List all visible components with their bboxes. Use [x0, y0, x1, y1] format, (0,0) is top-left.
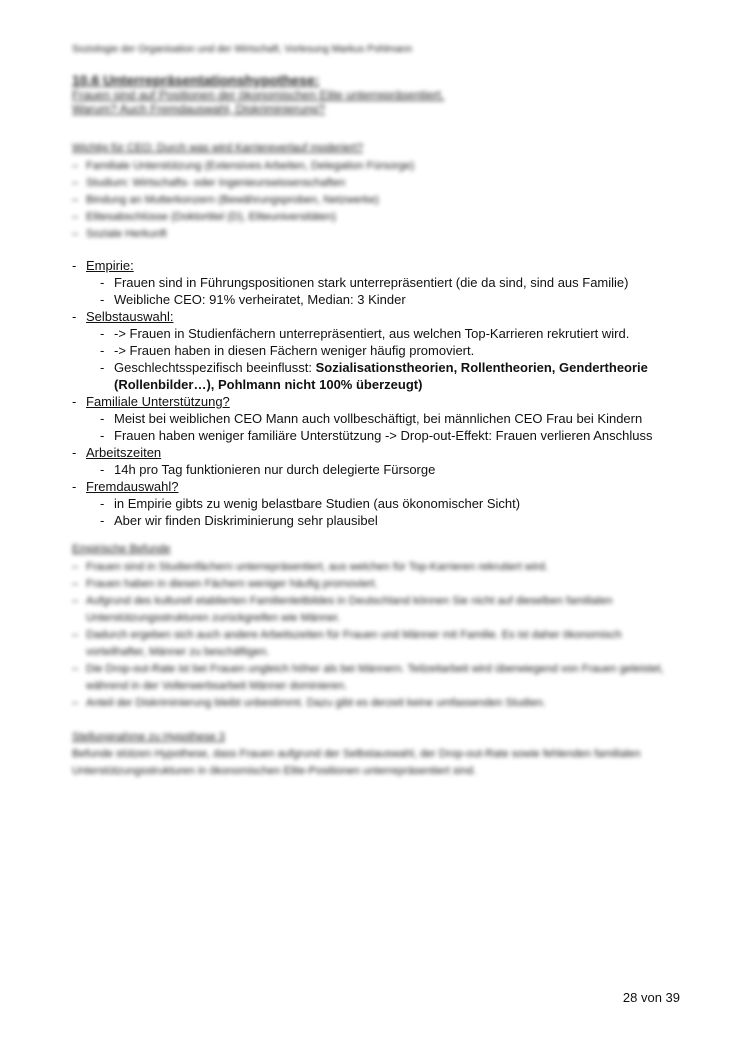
- empirical-findings-list: [72, 559, 682, 712]
- list-item: – Frauen sind in Studienfächern unterrepräsentiert, aus welchen für Top-Karrieren rekrutiert wird.: [72, 559, 682, 576]
- list-item: – Dadurch ergeben sich auch andere Arbeitszeiten für Frauen und Männer mit Familie. Es ist daher ökonomisch vorteilhafter, Männer zu beschäftigen.: [72, 627, 682, 661]
- empirical-findings-title: Empirische Befunde: [72, 543, 171, 555]
- list-item: - Weibliche CEO: 91% verheiratet, Median: 3 Kinder: [86, 291, 692, 308]
- list-item: - -> Frauen in Studienfächern unterrepräsentiert, aus welchen Top-Karrieren rekrutiert wird.: [86, 325, 692, 342]
- list-item: – Anteil der Diskriminierung bleibt unbestimmt. Dazu gibt es derzeit keine umfassenden Studien.: [72, 695, 682, 712]
- page-number: 28 von 39: [622, 990, 680, 1005]
- list-item: - Meist bei weiblichen CEO Mann auch vollbeschäftigt, bei männlichen CEO Frau bei Kindern: [86, 410, 692, 427]
- list-item: – Aufgrund des kulturell etablierten Familienleitbildes in Deutschland können Sie nicht auf dieselben familialen Unterstützungsstrukturen zurückgreifen wie Männer.: [72, 593, 682, 627]
- topic-heading: Arbeitszeiten: [86, 445, 162, 460]
- list-item: – Bindung an Mutterkonzern (Bewährungsproben, Netzwerke): [72, 192, 414, 209]
- list-item: - 14h pro Tag funktionieren nur durch delegierte Fürsorge: [86, 461, 692, 478]
- list-item: – Frauen haben in diesen Fächern weniger häufig promoviert.: [72, 576, 682, 593]
- list-item-emphasis: Sozialisationstheorien, Rollentheorien, Gendertheorie (Rollenbilder…), Pohlmann nicht 100% überzeugt): [114, 360, 648, 392]
- ceo-question: Wichtig für CEO: Durch was wird Karriereverlauf moderiert?: [72, 142, 363, 154]
- section-title: 10.6 Unterrepräsentationshypothese:: [72, 72, 320, 88]
- topic-empirie: [72, 257, 692, 308]
- topic-heading: Fremdauswahl?: [86, 479, 179, 494]
- topic-heading: Selbstauswahl:: [86, 309, 174, 324]
- list-item: - Frauen haben weniger familiäre Unterstützung -> Drop-out-Effekt: Frauen verlieren Anschluss: [86, 427, 692, 444]
- list-item: - -> Frauen haben in diesen Fächern weniger häufig promoviert.: [86, 342, 692, 359]
- section-subtitle: Frauen sind auf Positionen der ökonomischen Elite unterrepräsentiert.: [72, 88, 445, 102]
- list-item-prefix: Geschlechtsspezifisch beeinflusst:: [114, 360, 316, 375]
- section-heading: [72, 72, 444, 116]
- lecture-notes: [72, 257, 692, 529]
- topic-heading: Empirie:: [86, 258, 134, 273]
- stance-title: Stellungnahme zu Hypothese 3: [72, 731, 225, 743]
- list-item: [86, 359, 692, 393]
- list-item: – Familiale Unterstützung (Extensives Arbeiten, Delegation Fürsorge): [72, 158, 414, 175]
- list-item: - Aber wir finden Diskriminierung sehr plausibel: [86, 512, 692, 529]
- list-item: – Soziale Herkunft: [72, 226, 414, 243]
- section-question: Warum? Auch Fremdauswahl, Diskriminierung?: [72, 102, 325, 116]
- topic-heading: Familiale Unterstützung?: [86, 394, 230, 409]
- topic-fremdauswahl: [72, 478, 692, 529]
- list-item: – Die Drop-out-Rate ist bei Frauen ungleich höher als bei Männern. Teilzeitarbeit wird überwiegend von Frauen geleistet, während in der Vollerwerbsarbeit Männer dominieren.: [72, 661, 682, 695]
- topic-familiale-unterstuetzung: [72, 393, 692, 444]
- running-header: Soziologie der Organisation und der Wirtschaft, Vorlesung Markus Pohlmann: [72, 44, 413, 55]
- list-item: - in Empirie gibts zu wenig belastbare Studien (aus ökonomischer Sicht): [86, 495, 692, 512]
- list-item: – Elitesabschlüsse (Doktortitel (D), Eliteuniversitäten): [72, 209, 414, 226]
- topic-selbstauswahl: [72, 308, 692, 393]
- list-item: – Studium: Wirtschafts- oder Ingenieurswissenschaften: [72, 175, 414, 192]
- list-item: - Frauen sind in Führungspositionen stark unterrepräsentiert (die da sind, sind aus Familie): [86, 274, 692, 291]
- stance-body: Befunde stützen Hypothese, dass Frauen aufgrund der Selbstauswahl, der Drop-out-Rate sowie fehlenden familialen Unterstützungsstrukturen in ökonomischen Elite-Positionen unterrepräsentiert sind.: [72, 748, 641, 777]
- topic-arbeitszeiten: [72, 444, 692, 478]
- ceo-factor-list: [72, 158, 414, 243]
